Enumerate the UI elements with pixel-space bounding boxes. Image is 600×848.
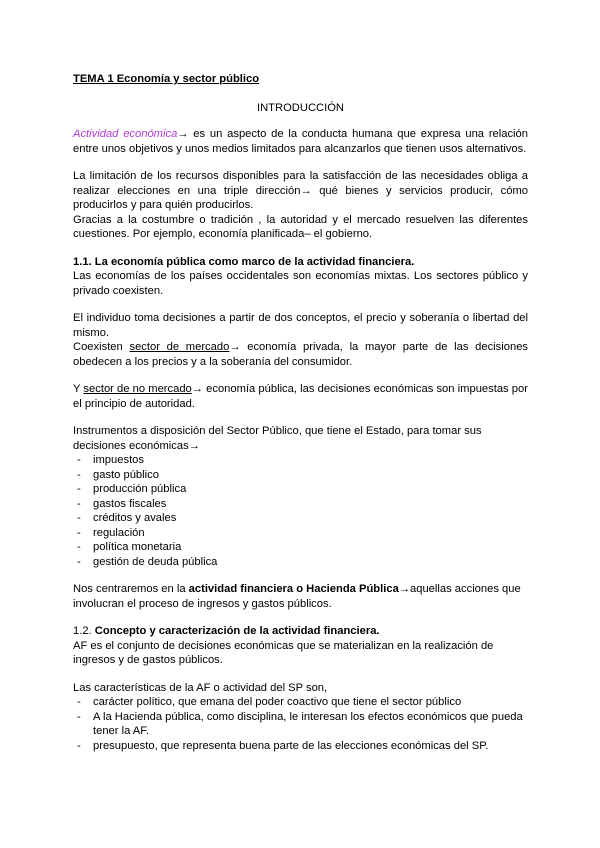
section-title: . La economía pública como marco de la actividad financiera. — [88, 255, 415, 268]
section-1-1-paragraph-4 — [73, 382, 528, 411]
text: Nos centraremos en la — [73, 583, 189, 595]
characteristics-list — [73, 695, 528, 753]
document-page — [73, 72, 528, 753]
section-1-1-heading — [73, 255, 528, 270]
term-actividad-economica: Actividad económica — [73, 128, 178, 140]
section-1-2-heading — [73, 624, 528, 639]
intro-paragraph-3: Gracias a la costumbre o tradición , la autoridad y el mercado resuelven las diferentes cuestiones. Por ejemplo, economía planificada– el gobierno. — [73, 213, 528, 240]
section-1-1-paragraph-1: Las economías de los países occidentales son economías mixtas. Los sectores público y privado coexisten. — [73, 270, 528, 297]
paragraph-text: es un aspecto de la conducta humana que expresa una relación entre unos objetivos y unos medios limitados para alcanzarlos que tienen usos alternativos. — [73, 128, 528, 155]
text: → economía pública, las decisiones económicas son impuestas por el principio de autoridad. — [73, 383, 528, 410]
section-1-1-paragraph-2: El individuo toma decisiones a partir de dos conceptos, el precio y soberanía o libertad del mismo. — [73, 312, 528, 339]
section-1-2-paragraph-1: AF es el conjunto de decisiones económicas que se materializan en la realización de ingresos y de gastos públicos. — [73, 639, 494, 666]
term-sector-de-mercado: sector de mercado — [129, 341, 230, 353]
section-1-1-paragraph-3 — [73, 340, 528, 369]
list-item: - gastos fiscales — [73, 497, 528, 512]
list-item: - gasto público — [73, 468, 528, 483]
list-item: - producción pública — [73, 482, 528, 497]
list-item: - carácter político, que emana del poder coactivo que tiene el sector público — [73, 695, 528, 710]
intro-paragraph-1 — [73, 127, 528, 156]
document-title: TEMA 1 Economía y sector público — [73, 73, 260, 85]
section-1-1-paragraph-5: Instrumentos a disposición del Sector Público, que tiene el Estado, para tomar sus decisiones económicas→ — [73, 425, 482, 452]
intro-paragraph-2: La limitación de los recursos disponibles para la satisfacción de las necesidades obliga a realizar elecciones en una triple dirección→ qué bienes y servicios producir, cómo producirlos y para quién producirlos. — [73, 170, 528, 211]
list-item: - A la Hacienda pública, como disciplina, le interesan los efectos económicos que pueda tener la AF. — [73, 710, 528, 739]
text: Y — [73, 383, 84, 395]
text: →aquellas acciones que involucran el proceso de ingresos y gastos públicos. — [73, 583, 521, 610]
instruments-list — [73, 453, 528, 569]
text: → economía privada, la mayor parte de las decisiones obedecen a los precios y a la soberanía del consumidor. — [73, 341, 529, 368]
arrow: → — [177, 128, 189, 140]
list-item: - créditos y avales — [73, 511, 528, 526]
list-item: - política monetaria — [73, 540, 528, 555]
section-title: Concepto y caracterización de la actividad financiera. — [94, 625, 380, 637]
section-number: 1.2. — [73, 625, 95, 637]
list-item: - gestión de deuda pública — [73, 555, 528, 570]
section-1-2-paragraph-2: Las características de la AF o actividad del SP son, — [73, 681, 328, 694]
section-1-1-paragraph-6 — [73, 582, 528, 611]
list-item: - regulación — [73, 526, 528, 541]
section-number: 1.1 — [73, 255, 89, 268]
term-actividad-financiera: actividad financiera o Hacienda Pública — [188, 583, 399, 595]
text: Coexisten — [73, 341, 130, 353]
intro-heading: INTRODUCCIÓN — [256, 101, 344, 114]
list-item: - presupuesto, que representa buena parte de las elecciones económicas del SP. — [73, 739, 528, 754]
term-sector-de-no-mercado: sector de no mercado — [83, 383, 192, 395]
list-item: - impuestos — [73, 453, 528, 468]
